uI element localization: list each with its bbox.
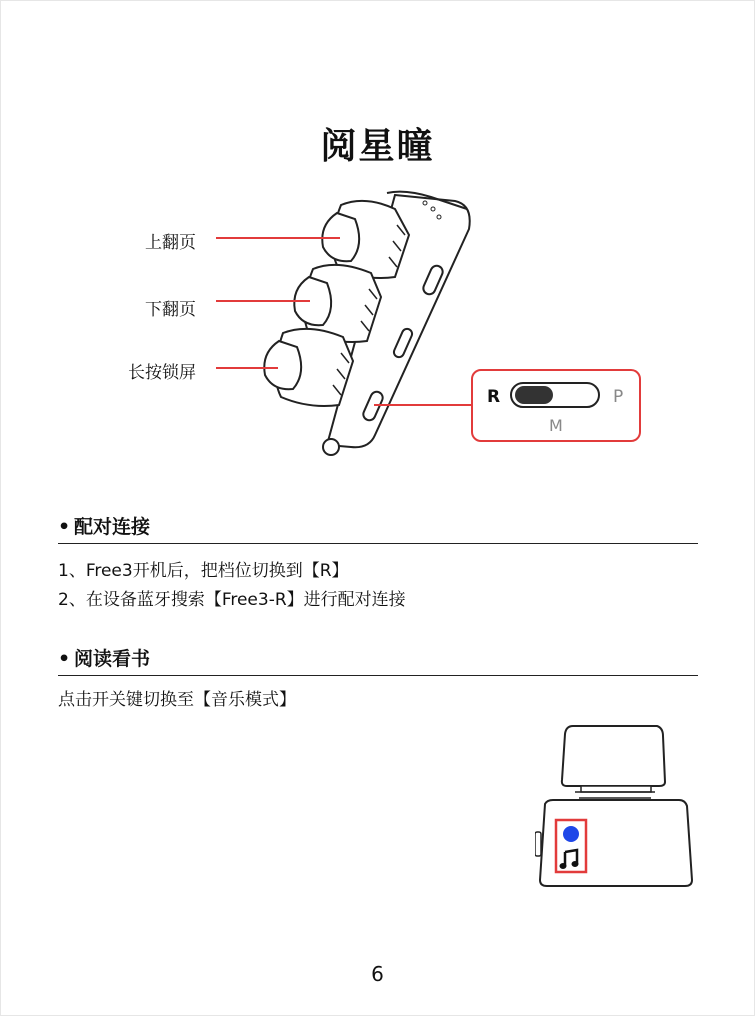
- blue-dot-icon: [563, 826, 579, 842]
- bullet: •: [58, 516, 71, 538]
- callout-line-page-up: [216, 237, 340, 239]
- section-heading-pairing-text: 配对连接: [74, 516, 151, 538]
- callout-line-lock-screen: [216, 367, 278, 369]
- section-heading-pairing: [58, 512, 698, 544]
- callout-page-up: 上翻页: [145, 233, 196, 253]
- page-number: 6: [371, 962, 384, 986]
- section-heading-reading-text: 阅读看书: [74, 648, 151, 670]
- device-illustration: [255, 185, 485, 460]
- pairing-step-2: 2、在设备蓝牙搜索【Free3-R】进行配对连接: [58, 590, 406, 610]
- switch-label-p: P: [613, 387, 624, 407]
- switch-label-m: M: [549, 416, 563, 435]
- bullet: •: [58, 648, 71, 670]
- single-key-illustration: [535, 720, 697, 890]
- callout-line-page-down: [216, 300, 310, 302]
- mode-switch-inset: [471, 369, 643, 443]
- callout-lock-screen: 长按锁屏: [128, 363, 196, 383]
- callout-page-down: 下翻页: [145, 300, 196, 320]
- callout-line-switch: [374, 404, 472, 406]
- section-heading-reading: [58, 644, 698, 676]
- page-title: 阅星曈: [320, 126, 435, 167]
- reading-instruction: 点击开关键切换至【音乐模式】: [58, 690, 296, 710]
- pairing-step-1: 1、Free3开机后，把档位切换到【R】: [58, 561, 349, 581]
- switch-label-r: R: [487, 387, 501, 407]
